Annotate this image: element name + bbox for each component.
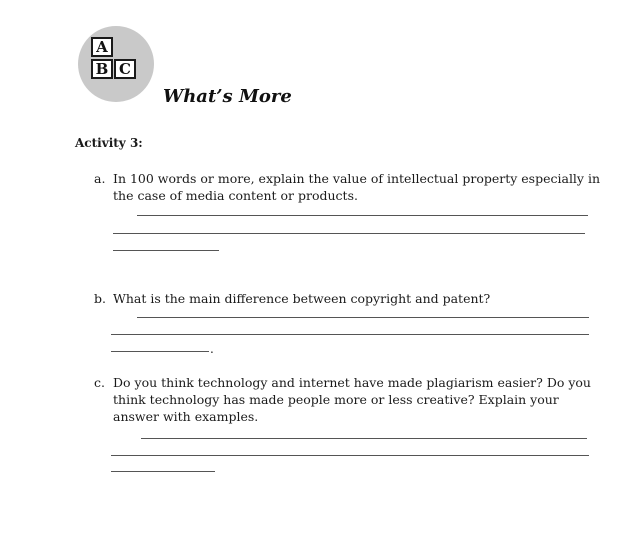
answer-line-c-2[interactable] (111, 455, 589, 456)
question-a-line-2: the case of media content or products. (113, 188, 358, 203)
question-c-line-1: Do you think technology and internet have made plagiarism easier? Do you (113, 375, 591, 390)
question-c-letter: c. (94, 375, 105, 390)
answer-line-c-3[interactable] (111, 471, 215, 472)
question-c-line-3: answer with examples. (113, 409, 259, 424)
question-a-letter: a. (94, 171, 106, 186)
answer-line-b-1[interactable] (137, 317, 589, 318)
answer-b-end-mark: . (210, 342, 214, 356)
answer-line-b-3[interactable] (111, 351, 209, 352)
abc-blocks-logo (78, 26, 154, 102)
answer-line-a-2[interactable] (113, 233, 585, 234)
activity-label: Activity 3: (75, 136, 143, 150)
answer-line-a-1[interactable] (137, 215, 588, 216)
question-c-line-2: think technology has made people more or less creative? Explain your (113, 392, 559, 407)
question-a-line-1: In 100 words or more, explain the value of intellectual property especially in (113, 171, 601, 186)
answer-line-b-2[interactable] (111, 334, 589, 335)
logo-block-b: B (91, 59, 113, 79)
question-b-line-1: What is the main difference between copyright and patent? (113, 291, 491, 306)
answer-line-c-1[interactable] (141, 438, 587, 439)
logo-block-a: A (91, 37, 113, 57)
question-b-letter: b. (94, 291, 106, 306)
section-title: What’s More (163, 86, 292, 107)
logo-block-c: C (114, 59, 136, 79)
answer-line-a-3[interactable] (113, 250, 219, 251)
